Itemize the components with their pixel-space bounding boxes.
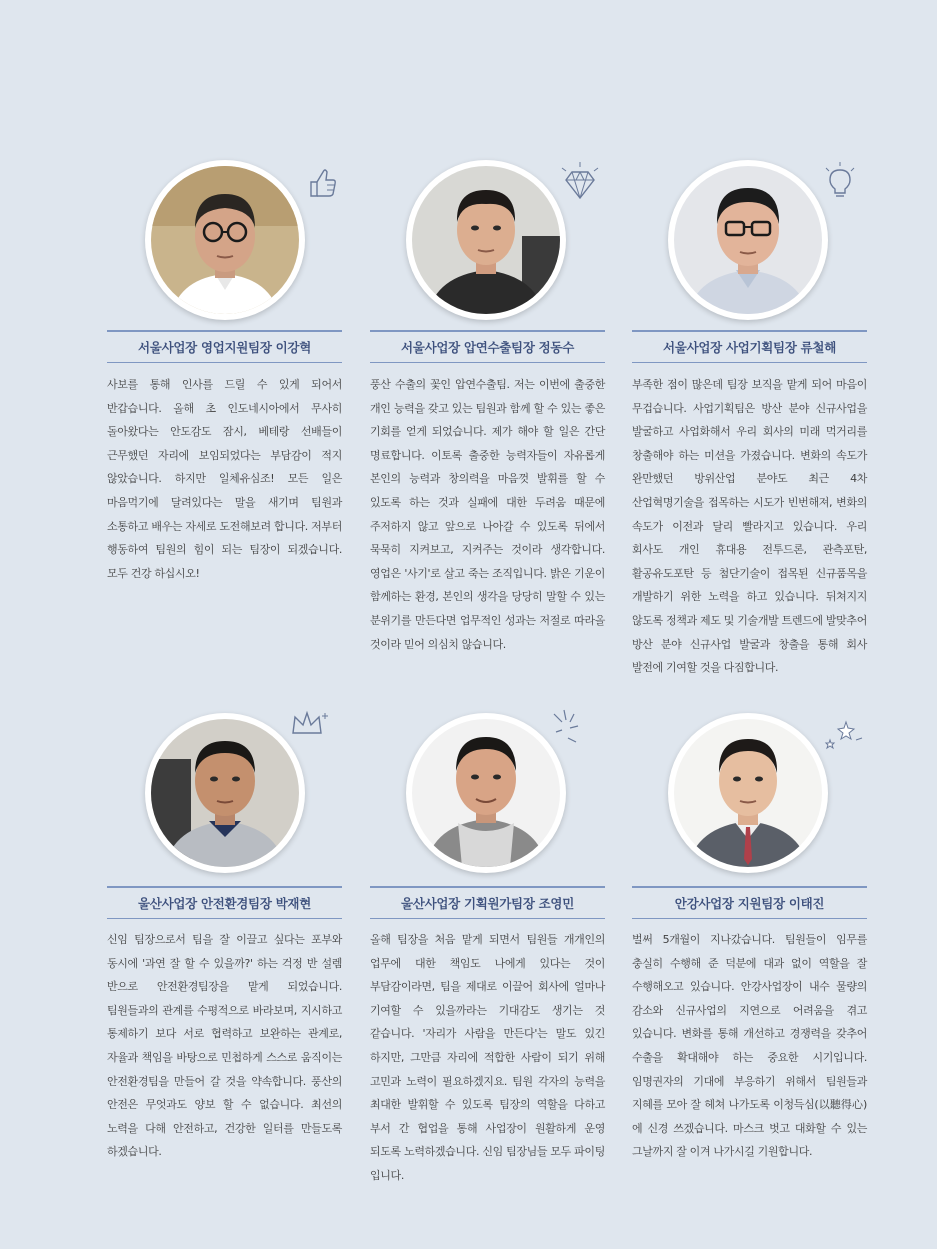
profile-title: 서울사업장 압연수출팀장 정동수 (370, 330, 605, 363)
portrait-image (151, 166, 299, 314)
portrait-image (674, 166, 822, 314)
profile-message: 풍산 수출의 꽃인 압연수출팀. 저는 이번에 출중한 개인 능력을 갖고 있는 팀원과 함께 할 수 있는 좋은 기회를 얻게 되었습니다. 제가 해야 할 일은 간단 명료합니다. 이토록 출중한 능력자들이 자유롭게 본인의 능력과 창의력을 마음껏 발휘를 할 수 있도록 하는 것과 실패에 대한 두려움 때문에 주저하지 않고 앞으로 나아갈 수 있도록 뒤에서 묵묵히 지켜보고, 지켜주는 것이라 생각합니다. 영업은 '사기'로 살고 죽는 조직입니다. 밝은 기운이 함께하는 환경, 본인의 생각을 당당히 말할 수 있는 분위기를 만든다면 업무적인 성과는 저절로 따라올 것이라 믿어 의심치 않습니다. (370, 378, 605, 651)
profile-title: 안강사업장 지원팀장 이태진 (632, 886, 867, 919)
portrait-image (674, 719, 822, 867)
profile-photo (145, 160, 305, 320)
profile-message: 부족한 점이 많은데 팀장 보직을 맡게 되어 마음이 무겁습니다. 사업기획팀은 방산 분야 신규사업을 발굴하고 사업화해서 우리 회사의 미래 먹거리를 창출해야 하는 미션을 가졌습니다. 변화의 속도가 완만했던 방위산업 분야도 최근 4차 산업혁명기술을 접목하는 시도가 빈번해져, 변화의 속도가 이전과 달리 빨라지고 있습니다. 우리 회사도 개인 휴대용 전투드론, 관측포탄, 활공유도포탄 등 첨단기술이 접목된 신규품목을 개발하기 위한 노력을 하고 있습니다. 뒤쳐지지 않도록 정책과 제도 및 기술개발 트렌드에 발맞추어 방산 분야 신규사업 발굴과 창출을 통해 회사 발전에 기여할 것을 다짐합니다. (632, 378, 867, 675)
lightbulb-icon (818, 160, 862, 204)
profile-photo (145, 713, 305, 873)
profile-title: 울산사업장 기획원가팀장 조영민 (370, 886, 605, 919)
portrait-image (412, 166, 560, 314)
profile-photo (668, 713, 828, 873)
profile-message: 벌써 5개월이 지나갔습니다. 팀원들이 임무를 충실히 수행해 준 덕분에 대과 없이 역할을 잘 수행해오고 있습니다. 안강사업장이 내수 물량의 감소와 신규사업의 지연으로 어려움을 겪고 있습니다. 변화를 통해 개선하고 경쟁력을 갖추어 수출을 확대해야 하는 중요한 시기입니다. 임명권자의 기대에 부응하기 위해서 팀원들과 지혜를 모아 잘 헤쳐 나가도록 이청득심(以聽得心)에 신경 쓰겠습니다. 마스크 벗고 대화할 수 있는 그날까지 잘 이겨 나가시길 기원합니다. (632, 933, 867, 1159)
portrait-image (412, 719, 560, 867)
profile-title: 서울사업장 영업지원팀장 이강혁 (107, 330, 342, 363)
profile-photo (406, 713, 566, 873)
crown-icon (285, 703, 329, 747)
portrait-image (151, 719, 299, 867)
profile-message: 신임 팀장으로서 팀을 잘 이끌고 싶다는 포부와 동시에 '과연 잘 할 수 있을까?' 하는 걱정 반 설렘 반으로 안전환경팀장을 맡게 되었습니다. 팀원들과의 관계를 수평적으로 바라보며, 지시하고 통제하기 보다 서로 협력하고 보완하는 관계로, 자율과 책임을 바탕으로 민첩하게 스스로 움직이는 안전환경팀을 만들어 갈 것을 약속합니다. 풍산의 안전은 무엇과도 양보 할 수 없습니다. 최선의 노력을 다해 안전하고, 건강한 일터를 만들도록 하겠습니다. (107, 933, 342, 1159)
diamond-icon (558, 160, 602, 204)
sparkle-lines-icon (548, 708, 592, 752)
thumbs-up-icon (299, 160, 343, 204)
stars-icon (820, 718, 864, 762)
profile-message: 올해 팀장을 처음 맡게 되면서 팀원들 개개인의 업무에 대한 책임도 나에게 있다는 것이 부담감이라면, 팀을 제대로 이끌어 회사에 얼마나 기여할 수 있을까라는 기대감도 생기는 것 같습니다. '자리가 사람을 만든다'는 말도 있긴 하지만, 그만큼 자리에 적합한 사람이 되기 위해 고민과 노력이 필요하겠지요. 팀원 각자의 능력을 최대한 발휘할 수 있도록 팀장의 역할을 다하고 부서 간 협업을 통해 사업장이 원활하게 운영 되도록 노력하겠습니다. 신임 팀장님들 모두 파이팅 입니다. (370, 933, 605, 1182)
profile-photo (668, 160, 828, 320)
profile-title: 서울사업장 사업기획팀장 류철해 (632, 330, 867, 363)
profile-message: 사보를 통해 인사를 드릴 수 있게 되어서 반갑습니다. 올해 초 인도네시아에서 무사히 돌아왔다는 안도감도 잠시, 베테랑 선배들이 근무했던 자리에 보임되었다는 부담감이 적지 않았습니다. 하지만 일체유심조! 모든 일은 마음먹기에 달려있다는 말을 새기며 팀원과 소통하고 배우는 자세로 도전해보려 합니다. 저부터 행동하여 팀원의 힘이 되는 팀장이 되겠습니다. 모두 건강 하십시오! (107, 378, 342, 580)
profile-title: 울산사업장 안전환경팀장 박재현 (107, 886, 342, 919)
profile-photo (406, 160, 566, 320)
